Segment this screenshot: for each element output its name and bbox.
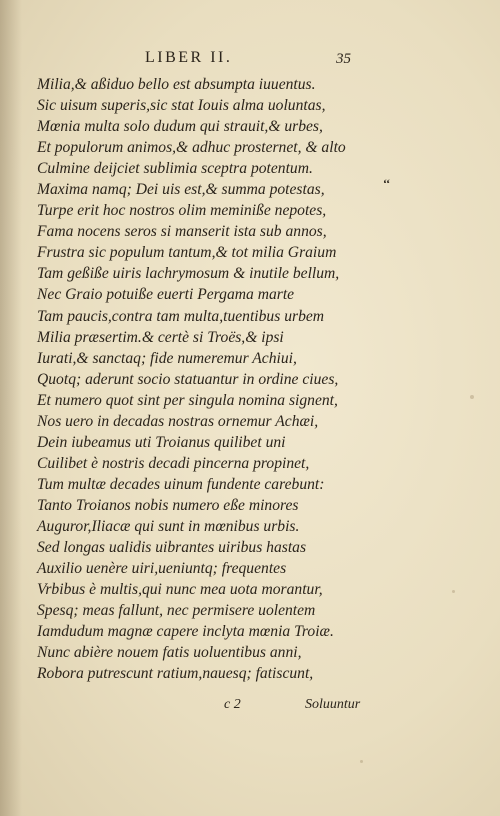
verse-block — [37, 74, 457, 684]
verse-line: Turpe erit hoc nostros olim meminiße nepotes, — [37, 202, 327, 220]
verse-line: Spesq; meas fallunt, nec permisere uolentem — [37, 602, 316, 620]
verse-line: Tum multæ decades uinum fundente carebunt: — [37, 475, 325, 493]
verse-line: Iurati,& sanctaq; fide numeremur Achiui, — [37, 349, 297, 367]
verse-line: Tanto Troianos nobis numero eße minores — [37, 496, 299, 514]
verse-line: Nos uero in decadas nostras ornemur Achæi, — [37, 412, 319, 430]
verse-line: Cuilibet è nostris decadi pincerna propinet, — [37, 454, 310, 472]
verse-line: Et populorum animos,& adhuc prosternet, & alto — [37, 139, 346, 157]
verse-line: Culmine deijciet sublimia sceptra potentum. — [37, 160, 313, 178]
verse-line: Frustra sic populum tantum,& tot milia Graium — [37, 244, 337, 262]
verse-line: Dein iubeamus uti Troianus quilibet uni — [37, 433, 286, 451]
verse-line: Et numero quot sint per singula nomina signent, — [37, 391, 338, 409]
verse-line: Tam geßiße uiris lachrymosum & inutile bellum, — [37, 265, 340, 283]
margin-mark: ‘‘ — [383, 176, 391, 190]
verse-line: Nunc abière nouem fatis uoluentibus anni, — [37, 644, 302, 662]
verse-line: Quotq; aderunt socio statuantur in ordine ciues, — [37, 370, 339, 388]
verse-line: Auguror,Iliacæ qui sunt in mœnibus urbis. — [37, 517, 300, 535]
verse-line: Sic uisum superis,sic stat Iouis alma uoluntas, — [37, 97, 326, 115]
verse-line: Nec Graio potuiße euerti Pergama marte — [37, 286, 295, 304]
gutter-shadow — [0, 0, 22, 816]
verse-line: Auxilio uenère uiri,ueniuntq; frequentes — [37, 560, 287, 578]
verse-line: Iamdudum magnæ capere inclyta mœnia Troiæ. — [37, 623, 334, 641]
verse-line: Vrbibus è multis,qui nunc mea uota morantur, — [37, 581, 323, 599]
verse-line: Fama nocens seros si manserit ista sub annos, — [37, 223, 327, 241]
paper-spot — [470, 395, 474, 399]
signature-mark: c 2 — [224, 697, 241, 712]
verse-line: Milia,& aßiduo bello est absumpta iuuentus. — [37, 76, 316, 93]
verse-line: Robora putrescunt ratium,nauesq; fatiscunt, — [37, 665, 314, 683]
verse-line: Milia præsertim.& certè si Troës,& ipsi — [37, 328, 284, 346]
running-head: LIBER II. — [145, 49, 233, 66]
catchword: Soluuntur — [305, 697, 361, 712]
verse-line: Sed longas ualidis uibrantes uiribus hastas — [37, 539, 307, 557]
paper-spot — [360, 760, 363, 763]
folio-number: 35 — [336, 51, 351, 67]
verse-line: Mœnia multa solo dudum qui strauit,& urbes, — [37, 118, 323, 136]
paper-spot — [452, 590, 455, 593]
verse-line: Maxima namq; Dei uis est,& summa potestas, — [37, 181, 325, 199]
verse-line: Tam paucis,contra tam multa,tuentibus urbem — [37, 307, 325, 325]
